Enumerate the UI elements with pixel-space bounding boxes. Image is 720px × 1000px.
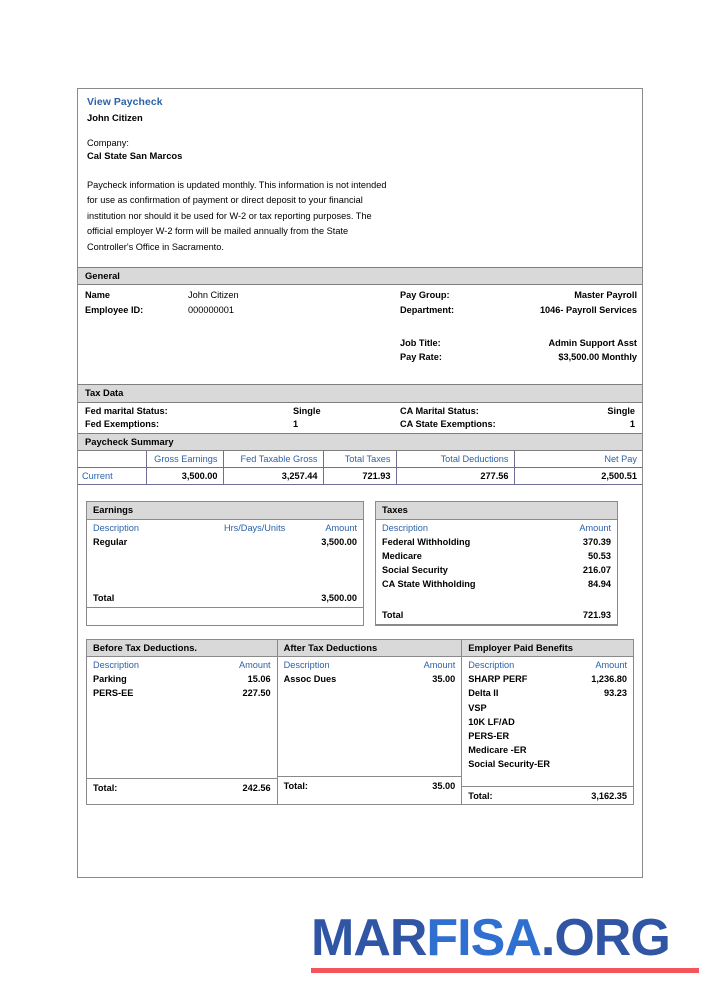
cell-description: Parking [93, 674, 127, 685]
table-header-row [462, 657, 633, 672]
cell-description: Regular [93, 537, 128, 547]
field-label: Department: [400, 304, 455, 315]
filler-cell [561, 771, 633, 787]
field-value: Master Payroll [574, 290, 637, 301]
total-label: Total: [278, 777, 388, 795]
disclaimer-line: Paycheck information is updated monthly. This information is not intended [87, 179, 387, 190]
field-value: Single [293, 405, 321, 416]
field-value: John Citizen [188, 290, 239, 301]
watermark-logo [311, 909, 701, 973]
filler-cell [376, 592, 533, 606]
table-row [376, 549, 617, 563]
cell-amount: 15.06 [247, 674, 271, 685]
tax-data-section [78, 384, 642, 432]
cell-description: PERS-EE [93, 688, 134, 699]
paycheck-summary-heading: Paycheck Summary [78, 433, 642, 451]
taxes-total-row [376, 606, 617, 624]
cell-amount: 3,500.00 [321, 537, 357, 547]
cell-description: 10K LF/AD [468, 716, 515, 727]
column-header-hours: Hrs/Days/Units [223, 522, 286, 533]
column-header-gross-earnings: Gross Earnings [146, 451, 223, 468]
filler-cell [208, 549, 291, 589]
taxes-panel [375, 501, 618, 625]
filler-cell [533, 592, 617, 606]
after-tax-heading: After Tax Deductions [278, 640, 462, 657]
field-label: Job Title: [400, 337, 441, 348]
field-label: CA Marital Status: [400, 405, 479, 416]
after-tax-deductions-panel [278, 640, 463, 805]
after-tax-total-row [278, 777, 462, 795]
row-label-current: Current [78, 468, 146, 485]
column-header-description: Description [93, 522, 139, 533]
table-row [87, 535, 363, 549]
paycheck-summary-section [78, 433, 642, 491]
table-row [462, 743, 633, 757]
column-header-description: Description [468, 660, 515, 671]
table-header-row [87, 657, 277, 672]
employer-benefits-total-row [462, 787, 633, 805]
before-tax-table [87, 657, 277, 796]
taxes-heading: Taxes [376, 502, 617, 519]
summary-bottom-rule [78, 484, 642, 490]
cell-hours [208, 535, 291, 549]
deductions-row [86, 639, 634, 806]
field-value: Single [607, 405, 635, 416]
field-value: 000000001 [188, 304, 234, 315]
earnings-bottom-rule [87, 607, 363, 608]
cell-description: PERS-ER [468, 730, 510, 741]
cell-amount: 84.94 [588, 579, 611, 590]
total-amount: 3,500.00 [321, 593, 357, 604]
cell-amount [561, 701, 633, 715]
total-amount: 721.93 [582, 609, 611, 620]
general-left-column [85, 288, 239, 317]
field-label: Name [85, 290, 111, 301]
filler-cell [462, 771, 561, 787]
filler-cell [388, 686, 461, 777]
field-value: Admin Support Asst [548, 337, 637, 348]
filler-cell [278, 686, 388, 777]
page-title: View Paycheck [87, 97, 163, 108]
field-label: CA State Exemptions: [400, 418, 496, 429]
company-label: Company: [87, 138, 129, 149]
column-header-amount: Amount [238, 660, 271, 671]
table-row [78, 468, 642, 485]
cell-total-taxes: 721.93 [323, 468, 396, 485]
column-header-amount: Amount [325, 522, 357, 533]
earnings-panel [86, 501, 364, 625]
cell-description: Social Security [382, 565, 448, 576]
cell-amount: 216.07 [582, 565, 611, 576]
table-filler-row [87, 549, 363, 589]
taxes-table [376, 520, 617, 624]
cell-gross-earnings: 3,500.00 [146, 468, 223, 485]
watermark-underline [311, 968, 699, 973]
paycheck-document [77, 88, 643, 878]
table-row [462, 686, 633, 700]
table-row [462, 757, 633, 771]
table-row [87, 672, 277, 686]
table-row [462, 701, 633, 715]
table-filler-row [87, 701, 277, 779]
cell-amount: 50.53 [588, 551, 611, 562]
total-label: Total [382, 609, 404, 620]
cell-amount: 1,236.80 [591, 674, 628, 685]
table-header-row [78, 451, 642, 468]
document-header [78, 89, 642, 255]
column-header-amount: Amount [579, 522, 611, 533]
field-label: Pay Rate: [400, 352, 442, 363]
table-header-row [376, 520, 617, 535]
field-label: Fed marital Status: [85, 405, 168, 416]
cell-amount [561, 743, 633, 757]
field-value: 1046- Payroll Services [539, 304, 637, 315]
cell-amount: 227.50 [242, 688, 271, 699]
taxes-bottom-rule [376, 624, 617, 625]
cell-description: Medicare -ER [468, 744, 527, 755]
cell-amount: 35.00 [432, 674, 456, 685]
total-label: Total: [462, 787, 561, 805]
cell-amount [561, 729, 633, 743]
filler-cell [87, 549, 208, 589]
field-label: Pay Group: [400, 290, 450, 301]
cell-description: VSP [468, 702, 487, 713]
field-value: 1 [293, 418, 299, 429]
cell-amount [561, 715, 633, 729]
total-spacer [208, 589, 291, 607]
cell-description: SHARP PERF [468, 674, 528, 685]
paycheck-summary-table [78, 451, 642, 484]
general-field-job-title [400, 336, 637, 350]
after-tax-table [278, 657, 462, 794]
field-label: Fed Exemptions: [85, 418, 160, 429]
general-field-department [400, 303, 637, 317]
cell-amount: 93.23 [604, 688, 628, 699]
watermark-text [311, 909, 701, 967]
filler-cell [201, 701, 277, 779]
disclaimer-line: for use as confirmation of payment or direct deposit to your financial [87, 195, 363, 206]
column-header-total-taxes: Total Taxes [323, 451, 396, 468]
table-row [462, 715, 633, 729]
before-tax-total-row [87, 778, 277, 796]
watermark-part-3: .ORG [540, 909, 670, 967]
field-label: Employee ID: [85, 304, 144, 315]
watermark-part-2: FISA [426, 909, 541, 967]
tax-data-heading: Tax Data [78, 384, 642, 402]
cell-description: Federal Withholding [382, 537, 471, 547]
general-section [78, 267, 642, 384]
column-header-amount: Amount [595, 660, 628, 671]
table-filler-row [462, 771, 633, 787]
table-row [376, 563, 617, 577]
earnings-total-row [87, 589, 363, 607]
general-field-pay-group [400, 288, 637, 302]
cell-amount: 370.39 [582, 537, 611, 547]
table-row [87, 686, 277, 700]
general-field-employee-id [85, 303, 239, 317]
table-row [278, 672, 462, 686]
general-heading: General [78, 267, 642, 285]
general-right-spacer [400, 317, 637, 336]
table-header-row [278, 657, 462, 672]
total-amount: 242.56 [201, 778, 277, 796]
employer-benefits-heading: Employer Paid Benefits [462, 640, 633, 657]
tax-data-row [78, 418, 642, 431]
disclaimer-line: institution nor should it be used for W-2 or tax reporting purposes. The [87, 210, 372, 221]
table-filler-row [278, 686, 462, 777]
total-label: Total: [87, 778, 201, 796]
disclaimer-text [87, 178, 487, 255]
before-tax-heading: Before Tax Deductions. [87, 640, 277, 657]
total-label: Total [93, 593, 115, 604]
column-header-description: Description [93, 660, 139, 671]
table-header-row [87, 520, 363, 535]
cell-fed-taxable-gross: 3,257.44 [223, 468, 323, 485]
cell-description: Medicare [382, 551, 422, 562]
earnings-table [87, 520, 363, 607]
cell-amount [561, 757, 633, 771]
cell-net-pay: 2,500.51 [601, 471, 637, 482]
general-field-name [85, 288, 239, 302]
general-body [78, 285, 642, 384]
table-filler-row [376, 592, 617, 606]
cell-description: CA State Withholding [382, 579, 476, 590]
table-row [376, 535, 617, 549]
employer-paid-benefits-panel [462, 640, 633, 805]
total-amount: 35.00 [388, 777, 461, 795]
before-tax-deductions-panel [87, 640, 278, 805]
filler-cell [291, 549, 363, 589]
disclaimer-line: official employer W-2 form will be mailed annually from the State [87, 226, 349, 237]
table-row [462, 729, 633, 743]
column-header-description: Description [283, 660, 330, 671]
field-value: $3,500.00 Monthly [558, 352, 637, 363]
employer-benefits-table [462, 657, 633, 804]
table-row [376, 577, 617, 591]
disclaimer-line: Controller's Office in Sacramento. [87, 241, 224, 252]
filler-cell [87, 701, 201, 779]
column-header-amount: Amount [423, 660, 456, 671]
total-amount: 3,162.35 [561, 787, 633, 805]
column-header-description: Description [382, 522, 428, 533]
column-header-net-pay: Net Pay [514, 451, 642, 468]
cell-total-deductions: 277.56 [396, 468, 514, 485]
tax-data-body [78, 403, 642, 433]
field-value: 1 [629, 418, 635, 429]
cell-description: Social Security-ER [468, 759, 550, 770]
cell-description: Assoc Dues [283, 674, 337, 685]
employee-name: John Citizen [87, 111, 143, 123]
watermark-part-1: MAR [311, 909, 427, 967]
general-right-column [400, 288, 637, 364]
header-spacer [87, 124, 633, 137]
earnings-taxes-row [86, 501, 634, 625]
column-header-fed-taxable-gross: Fed Taxable Gross [223, 451, 323, 468]
earnings-heading: Earnings [87, 502, 363, 519]
column-header-total-deductions: Total Deductions [396, 451, 514, 468]
column-header-blank [78, 451, 146, 468]
table-row [462, 672, 633, 686]
general-field-pay-rate [400, 350, 637, 364]
tax-data-row [78, 405, 642, 418]
cell-description: Delta II [468, 688, 499, 699]
company-name: Cal State San Marcos [87, 150, 183, 162]
